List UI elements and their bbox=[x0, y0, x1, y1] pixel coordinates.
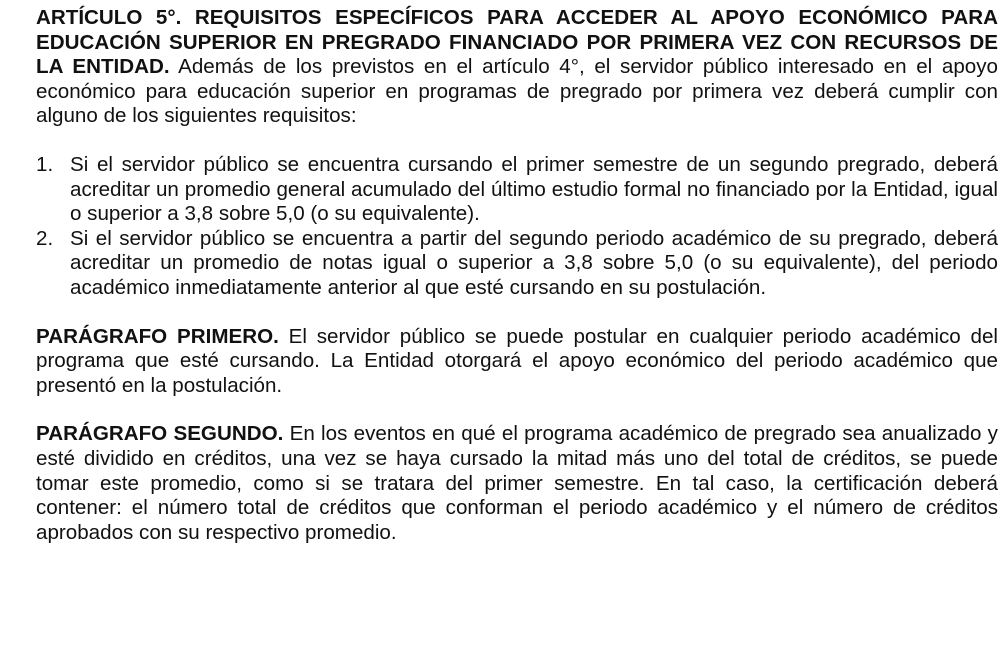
paragraph-first bbox=[36, 325, 998, 399]
spacer bbox=[36, 129, 998, 153]
article-paragraph bbox=[36, 6, 998, 129]
article-heading: ARTÍCULO 5°. REQUISITOS ESPECÍFICOS PARA ACCEDER AL APOYO ECONÓMICO PARA EDUCACIÓN SUPERIOR EN PREGRADO FINANCIADO POR PRIMERA VEZ CON RECURSOS DE LA ENTIDAD. bbox=[36, 6, 998, 79]
paragraph-first-text: El servidor público se puede postular en cualquier periodo académico del programa que esté cursando. La Entidad otorgará el apoyo económico del periodo académico que presentó en la postulación. bbox=[36, 324, 998, 397]
list-item bbox=[36, 153, 998, 227]
paragraph-second-heading: PARÁGRAFO SEGUNDO. bbox=[36, 422, 284, 446]
list-item-text: Si el servidor público se encuentra cursando el primer semestre de un segundo pregrado, deberá acreditar un promedio general acumulado del último estudio formal no financiado por la Entidad, igual o superior a 3,8 sobre 5,0 (o su equivalente). bbox=[70, 152, 998, 226]
paragraph-second bbox=[36, 422, 998, 545]
paragraph-first-heading: PARÁGRAFO PRIMERO. bbox=[36, 324, 279, 348]
article-intro: Además de los previstos en el artículo 4°, el servidor público interesado en el apoyo económico para educación superior en programas de pregrado por primera vez deberá cumplir con alguno de los siguientes requisitos: bbox=[36, 55, 998, 128]
requirements-list bbox=[36, 153, 998, 301]
paragraph-second-text: En los eventos en qué el programa académico de pregrado sea anualizado y esté dividido en créditos, una vez se haya cursado la mitad más uno del total de créditos, se puede tomar este promedio, como si se tratara del primer semestre. En tal caso, la certificación deberá contener: el número total de créditos que conforman el periodo académico y el número de créditos aprobados con su respectivo promedio. bbox=[36, 422, 998, 544]
list-item-number: 1. bbox=[36, 152, 54, 176]
list-item-number: 2. bbox=[36, 226, 54, 250]
spacer bbox=[36, 301, 998, 325]
list-item-text: Si el servidor público se encuentra a partir del segundo periodo académico de su pregrado, deberá acreditar un promedio de notas igual o superior a 3,8 sobre 5,0 (o su equivalente), del periodo académico inmediatamente anterior al que esté cursando en su postulación. bbox=[70, 226, 998, 299]
list-item bbox=[36, 227, 998, 301]
spacer bbox=[36, 398, 998, 422]
